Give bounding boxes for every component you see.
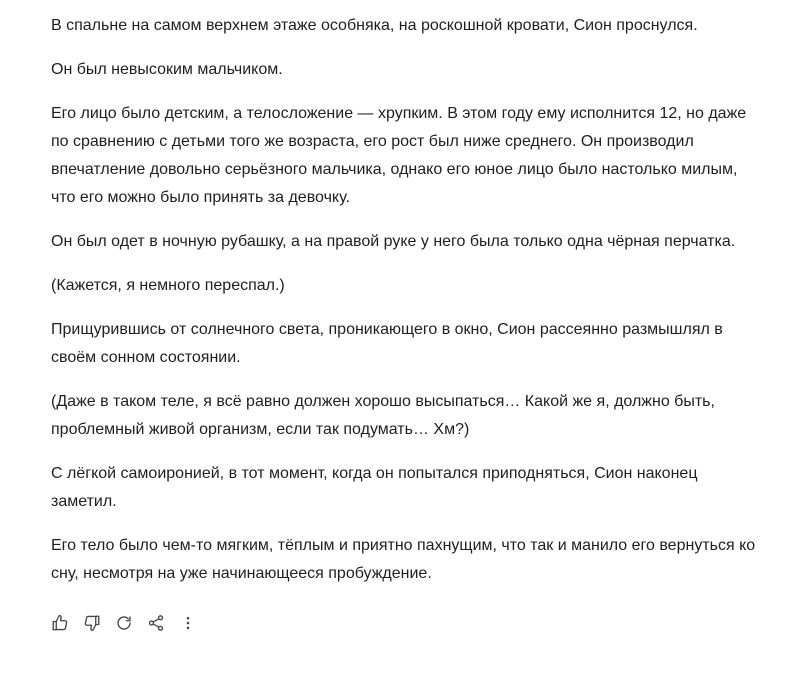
share-button[interactable]	[140, 607, 172, 639]
good-response-button[interactable]	[44, 607, 76, 639]
share-icon	[147, 614, 165, 632]
thumbs-up-icon	[51, 614, 69, 632]
thumbs-down-icon	[83, 614, 101, 632]
response-text	[51, 12, 763, 604]
more-options-button[interactable]	[172, 607, 204, 639]
paragraph: Прищурившись от солнечного света, проникающего в окно, Сион рассеянно размышлял в своём сонном состоянии.	[51, 321, 723, 366]
paragraph: С лёгкой самоиронией, в тот момент, когда он попытался приподняться, Сион наконец заметил.	[51, 465, 698, 510]
paragraph: Его лицо было детским, а телосложение — хрупким. В этом году ему исполнится 12, но даже по сравнению с детьми того же возраста, его рост был ниже среднего. Он производил впечатление довольно серьёзного мальчика, однако его юное лицо было настолько милым, что его можно было принять за девочку.	[51, 105, 747, 206]
response-actions	[44, 607, 204, 639]
paragraph: Он был невысоким мальчиком.	[51, 61, 283, 78]
paragraph: Его тело было чем-то мягким, тёплым и приятно пахнущим, что так и манило его вернуться ко сну, несмотря на уже начинающееся пробуждение.	[51, 537, 756, 582]
bad-response-button[interactable]	[76, 607, 108, 639]
regenerate-button[interactable]	[108, 607, 140, 639]
paragraph: (Кажется, я немного переспал.)	[51, 277, 285, 294]
more-vert-icon	[179, 614, 197, 632]
paragraph: Он был одет в ночную рубашку, а на правой руке у него была только одна чёрная перчатка.	[51, 233, 736, 250]
regenerate-icon	[115, 614, 133, 632]
paragraph: В спальне на самом верхнем этаже особняка, на роскошной кровати, Сион проснулся.	[51, 17, 698, 34]
paragraph: (Даже в таком теле, я всё равно должен хорошо высыпаться… Какой же я, должно быть, проблемный живой организм, если так подумать… Хм?)	[51, 393, 715, 438]
